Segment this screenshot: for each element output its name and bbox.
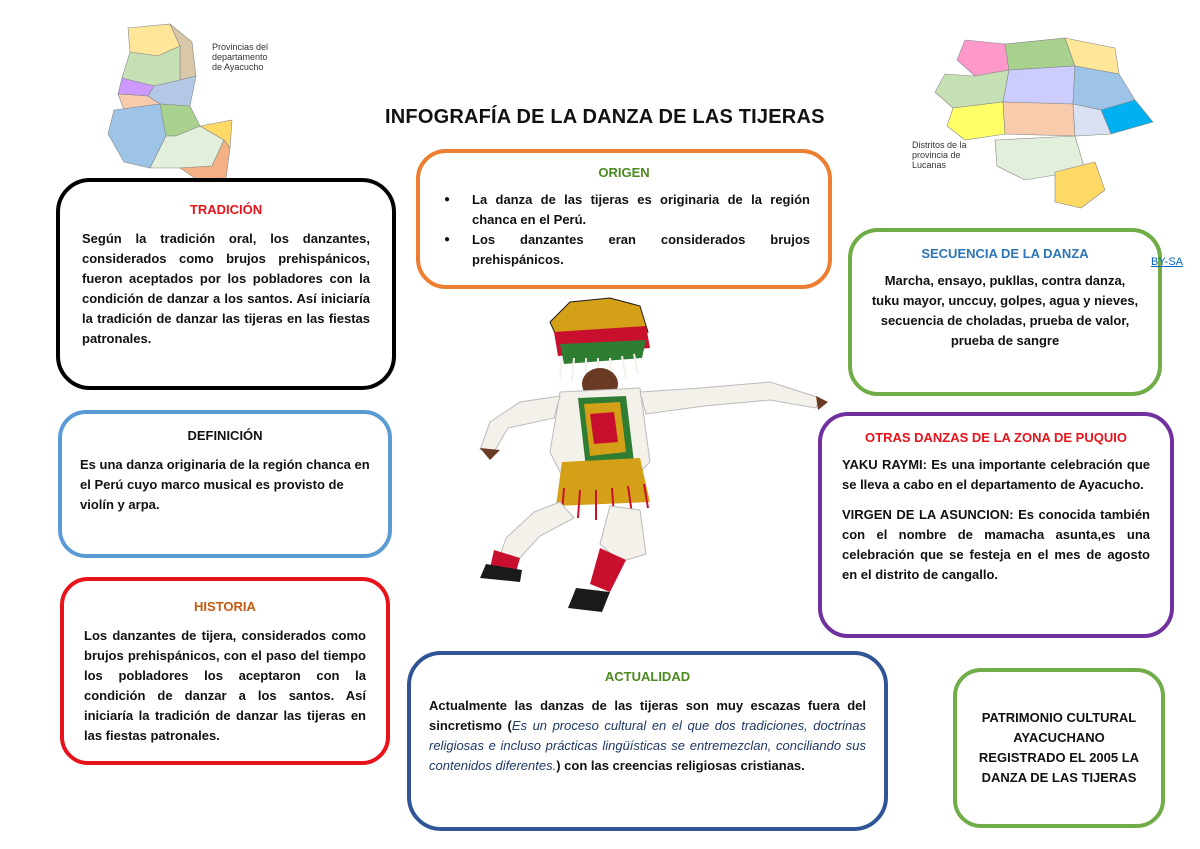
actualidad-card <box>407 651 888 831</box>
district-9 <box>1003 102 1075 136</box>
historia-heading: HISTORIA <box>194 599 256 614</box>
actualidad-definition-italic: Es un proceso cultural en el que dos tradiciones, doctrinas religiosas e incluso prácticas lingüísticas se entremezclan, conciliando sus contenidos diferentes. <box>429 718 867 773</box>
district-1 <box>957 40 1009 76</box>
historia-card <box>60 577 390 765</box>
actualidad-text <box>429 696 866 776</box>
historia-text: Los danzantes de tijera, considerados como brujos prehispánicos, con el paso del tiempo los pobladores los aceptaron con la condición de danzar a los santos. Así iniciaría la tradición de danzar las tijeras en las fiestas patronales. <box>84 628 366 743</box>
scissors-dancer-image <box>450 292 830 642</box>
origen-item: ● La danza de las tijeras es originaria de la región chanca en el Perú. <box>438 190 810 230</box>
tradicion-heading: TRADICIÓN <box>189 202 263 217</box>
district-5 <box>1003 66 1075 104</box>
district-8 <box>947 102 1005 140</box>
main-title: INFOGRAFÍA DE LA DANZA DE LAS TIJERAS <box>385 106 825 128</box>
district-4 <box>935 70 1009 108</box>
district-2 <box>1005 38 1075 70</box>
tradicion-card <box>56 178 396 390</box>
otras-paragraph-yaku-raymi: YAKU RAYMI: Es una importante celebración que se lleva a cabo en el departamento de Ayacucho. <box>842 457 1150 492</box>
secuencia-card <box>848 228 1162 396</box>
otras-heading: OTRAS DANZAS DE LA ZONA DE PUQUIO <box>865 430 1127 445</box>
actualidad-heading: ACTUALIDAD <box>604 669 691 684</box>
definicion-heading: DEFINICIÓN <box>187 428 263 443</box>
origen-list <box>438 190 810 270</box>
tradicion-text: Según la tradición oral, los danzantes, considerados como brujos prehispánicos, fueron aceptados por los pobladores con la condición de danzar a los santos. Así iniciaría la tradición de danzar las tijeras en las fiestas patronales. <box>82 231 370 346</box>
map-left-caption: Provincias del departamento de Ayacucho <box>212 42 269 72</box>
otras-paragraph-virgen-asuncion: VIRGEN DE LA ASUNCION: Es conocida también con el nombre de mamacha asunta,es una celebración que se festeja en el mes de agosto en el distrito de cangallo. <box>842 507 1150 582</box>
dancer-arm-left <box>480 396 560 452</box>
origen-card <box>416 149 832 289</box>
dancer-leg-left <box>500 502 574 562</box>
license-link[interactable]: BY-SA <box>1151 256 1184 268</box>
secuencia-heading: SECUENCIA DE LA DANZA <box>921 246 1089 261</box>
lucanas-districts-map <box>905 30 1165 220</box>
ayacucho-provinces-map <box>100 16 280 181</box>
actualidad-text-before: Actualmente las danzas de las tijeras son muy escazas fuera del sincretismo ( <box>429 698 866 733</box>
definicion-card <box>58 410 392 558</box>
definicion-text: Es una danza originaria de la región chanca en el Perú cuyo marco musical es provisto de violín y arpa. <box>80 457 370 512</box>
dancer-arm-right <box>640 382 820 414</box>
origen-item: ● Los danzantes eran considerados brujos prehispánicos. <box>438 230 810 270</box>
patrimonio-text: PATRIMONIO CULTURAL AYACUCHANO REGISTRADO EL 2005 LA DANZA DE LAS TIJERAS <box>978 710 1140 785</box>
actualidad-text-after: ) con las creencias religiosas cristianas. <box>556 758 805 773</box>
dancer-skirt <box>556 458 650 506</box>
otras-danzas-card <box>818 412 1174 638</box>
map-right-caption: Distritos de la provincia de Lucanas <box>912 140 967 170</box>
secuencia-text: Marcha, ensayo, pukllas, contra danza, tuku mayor, unccuy, golpes, agua y nieves, secuencia de choladas, prueba de valor, prueba de sangre <box>871 273 1139 348</box>
origen-heading: ORIGEN <box>598 165 650 180</box>
patrimonio-card <box>953 668 1165 828</box>
